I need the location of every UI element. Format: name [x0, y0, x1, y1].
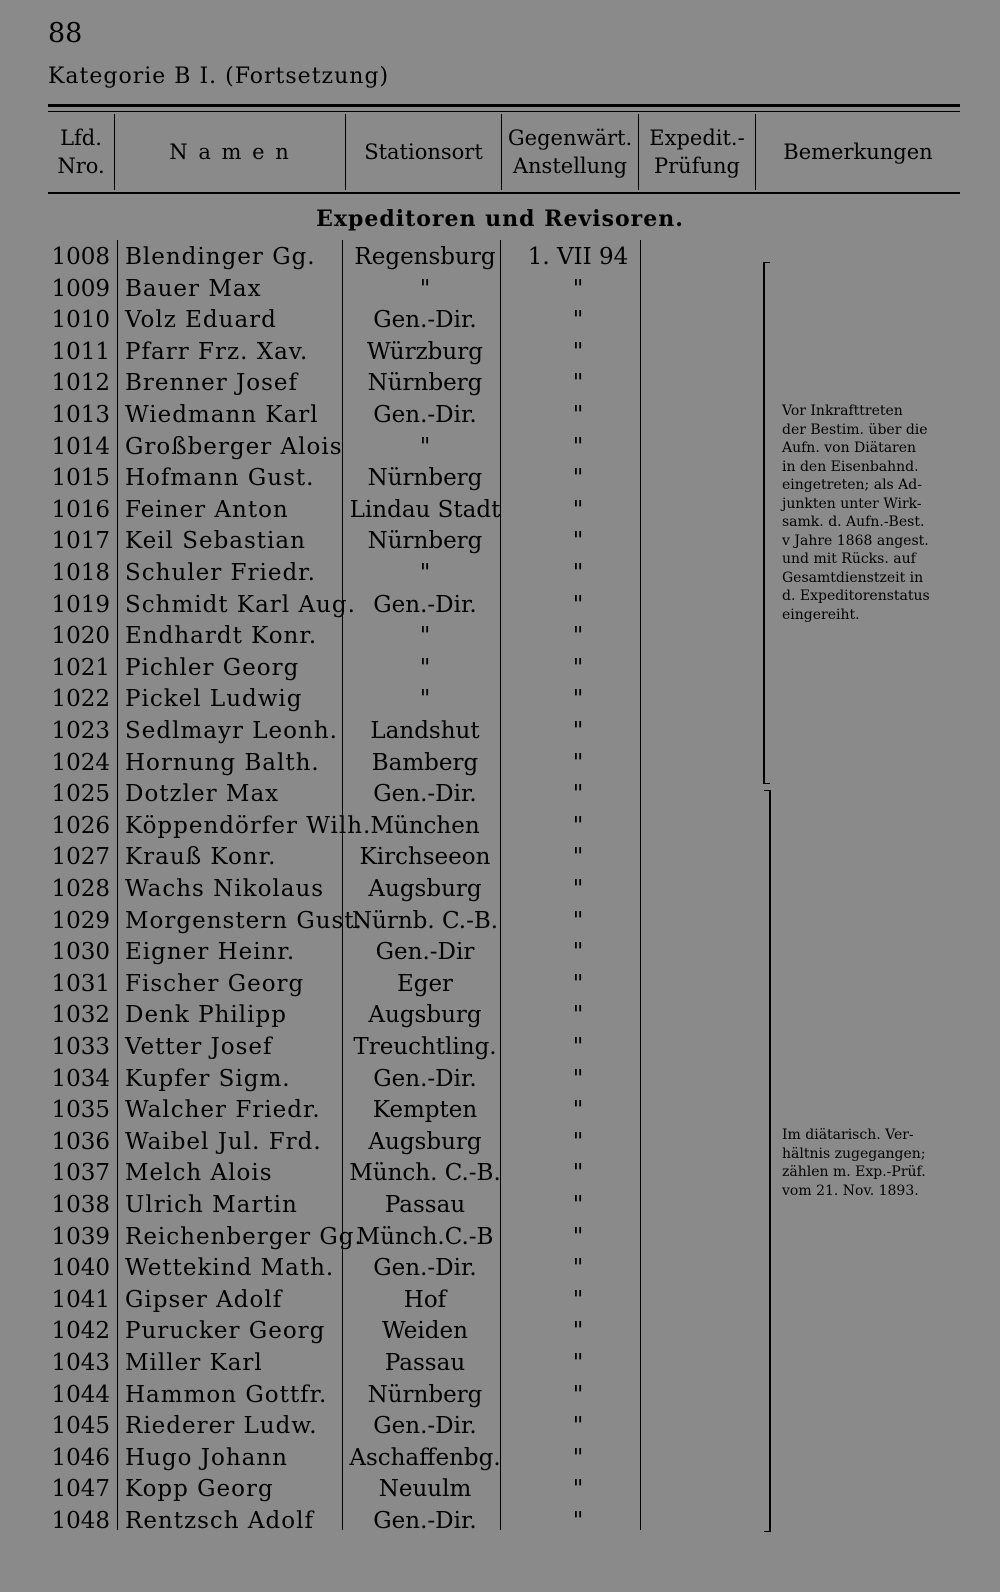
entry-number: 1030	[51, 939, 110, 966]
entry-appointment: "	[572, 654, 584, 681]
entry-station: Neuulm	[378, 1476, 472, 1503]
entry-station: Nürnb. C.-B.	[351, 907, 499, 934]
entry-station: Gen.-Dir.	[373, 591, 477, 618]
entry-number: 1015	[51, 465, 110, 492]
table-row	[0, 1506, 1000, 1537]
table-row	[0, 937, 1000, 968]
entry-name: Pichler Georg	[125, 654, 300, 681]
table-row	[0, 1380, 1000, 1411]
entry-name: Köppendörfer Wilh.	[125, 812, 372, 839]
entry-station: Landshut	[370, 718, 480, 744]
table-row	[0, 874, 1000, 905]
table-row	[0, 716, 1000, 747]
entry-appointment: "	[572, 1002, 584, 1029]
entry-name: Wettekind Math.	[125, 1255, 335, 1282]
entry-number: 1016	[51, 496, 110, 523]
entry-number: 1039	[51, 1223, 110, 1250]
entry-name: Brenner Josef	[125, 370, 299, 397]
table-row	[0, 305, 1000, 336]
table-row	[0, 1222, 1000, 1253]
entry-name: Hammon Gottfr.	[125, 1381, 328, 1408]
entry-name: Miller Karl	[125, 1350, 263, 1376]
remark-note-1: Vor Inkrafttreten der Bestim. über die Aufn. von Diätaren in den Eisenbahnd. eingetreten; als Ad- junkten unter Wirk- samk. d. Aufn.-Best. v Jahre 1868 angest. und mit Rücks. auf Gesamtdienstzeit in d. Expeditorenstatus eingereiht.	[782, 403, 930, 623]
page-number: 88	[48, 18, 83, 49]
entry-appointment: "	[572, 1318, 584, 1345]
entry-station: Würzburg	[367, 338, 483, 365]
entry-number: 1040	[51, 1255, 110, 1282]
entry-appointment: "	[572, 1097, 584, 1124]
entry-name: Rentzsch Adolf	[125, 1508, 314, 1534]
entry-number: 1036	[51, 1128, 110, 1155]
entry-station: Gen.-Dir.	[373, 781, 477, 808]
entry-station: Augsburg	[368, 1128, 482, 1155]
entry-number: 1011	[51, 338, 110, 365]
entry-number: 1018	[51, 560, 110, 586]
entry-station: München	[370, 812, 480, 839]
table-row	[0, 1253, 1000, 1284]
entry-station: "	[419, 275, 431, 302]
entry-number: 1024	[51, 749, 110, 776]
entry-name: Großberger Alois	[125, 433, 343, 460]
entry-station: Nürnberg	[367, 370, 483, 397]
remark-brace	[763, 262, 770, 784]
entry-name: Gipser Adolf	[125, 1286, 283, 1313]
entry-appointment: "	[572, 1508, 584, 1534]
entry-appointment: "	[572, 1160, 584, 1187]
table-row	[0, 811, 1000, 842]
table-row	[0, 1474, 1000, 1505]
entry-station: Treuchtling.	[353, 1034, 497, 1060]
entry-station: "	[419, 623, 431, 650]
entry-name: Vetter Josef	[125, 1034, 273, 1060]
entry-name: Bauer Max	[125, 275, 262, 302]
entry-name: Hofmann Gust.	[125, 465, 315, 492]
table-row	[0, 1443, 1000, 1474]
entry-name: Pfarr Frz. Xav.	[125, 338, 309, 365]
entry-name: Volz Eduard	[125, 307, 277, 334]
entry-appointment: "	[572, 939, 584, 966]
table-row	[0, 653, 1000, 684]
entry-number: 1028	[51, 876, 110, 902]
entry-appointment: 1. VII 94	[527, 244, 629, 270]
header-anstellung: Gegenwärt. Anstellung	[507, 126, 633, 178]
entry-number: 1041	[51, 1286, 110, 1313]
entry-number: 1026	[51, 812, 110, 839]
entry-appointment: "	[572, 591, 584, 618]
entry-appointment: "	[572, 402, 584, 428]
entry-name: Denk Philipp	[125, 1002, 287, 1029]
table-row	[0, 1032, 1000, 1063]
remark-brace	[764, 790, 771, 1532]
table-row	[0, 969, 1000, 1000]
entry-name: Dotzler Max	[125, 781, 280, 808]
entry-name: Blendinger Gg.	[125, 244, 316, 270]
entry-appointment: "	[572, 1034, 584, 1060]
header-bottom-rule	[48, 192, 960, 194]
entry-appointment: "	[572, 370, 584, 397]
entry-number: 1017	[51, 528, 110, 555]
entry-name: Riederer Ludw.	[125, 1413, 318, 1440]
entry-number: 1044	[51, 1381, 110, 1408]
table-row	[0, 748, 1000, 779]
entry-appointment: "	[572, 844, 584, 871]
entry-station: Kempten	[372, 1097, 478, 1124]
entry-number: 1020	[51, 623, 110, 650]
header-top-rule-thin	[48, 111, 960, 112]
entry-station: Eger	[396, 970, 454, 997]
entry-station: Gen.-Dir	[375, 939, 475, 966]
table-row	[0, 337, 1000, 368]
entry-number: 1010	[51, 307, 110, 334]
entry-name: Wachs Nikolaus	[125, 876, 325, 902]
entry-number: 1034	[51, 1065, 110, 1092]
entry-number: 1022	[51, 686, 110, 713]
entry-number: 1035	[51, 1097, 110, 1124]
entry-number: 1009	[51, 275, 110, 302]
table-row	[0, 1316, 1000, 1347]
entry-station: Gen.-Dir.	[373, 1413, 477, 1440]
entry-appointment: "	[572, 1065, 584, 1092]
entry-number: 1048	[51, 1508, 110, 1534]
entry-name: Melch Alois	[125, 1160, 273, 1187]
header-bemerkungen: Bemerkungen	[783, 140, 933, 164]
entry-number: 1042	[51, 1318, 110, 1345]
entry-station: Nürnberg	[367, 465, 483, 492]
entry-station: Augsburg	[368, 1002, 482, 1029]
entry-appointment: "	[572, 781, 584, 808]
entry-number: 1037	[51, 1160, 110, 1187]
entry-station: "	[419, 560, 431, 586]
entry-name: Fischer Georg	[125, 970, 305, 997]
entry-station: Augsburg	[368, 876, 482, 902]
table-row	[0, 906, 1000, 937]
entry-appointment: "	[572, 876, 584, 902]
entry-station: Hof	[403, 1286, 447, 1313]
entry-station: "	[419, 654, 431, 681]
entry-station: Aschaffenbg.	[349, 1444, 501, 1471]
entry-appointment: "	[572, 1476, 584, 1503]
table-row	[0, 842, 1000, 873]
entry-appointment: "	[572, 528, 584, 555]
header-nr: Lfd. Nro.	[57, 126, 105, 178]
table-row	[0, 621, 1000, 652]
entry-appointment: "	[572, 1350, 584, 1376]
entry-name: Pickel Ludwig	[125, 686, 303, 713]
entry-appointment: "	[572, 1128, 584, 1155]
entry-station: Lindau Stadt	[349, 496, 501, 523]
entry-number: 1013	[51, 402, 110, 428]
entry-name: Morgenstern Gust.	[125, 907, 363, 934]
entry-appointment: "	[572, 623, 584, 650]
entry-name: Kopp Georg	[125, 1476, 274, 1503]
table-row	[0, 1285, 1000, 1316]
entry-number: 1012	[51, 370, 110, 397]
entry-appointment: "	[572, 275, 584, 302]
table-row	[0, 1411, 1000, 1442]
table-row	[0, 1095, 1000, 1126]
entry-name: Sedlmayr Leonh.	[125, 718, 338, 744]
entry-number: 1031	[51, 970, 110, 997]
entry-station: Regensburg	[354, 244, 496, 270]
table-row	[0, 684, 1000, 715]
entry-name: Hornung Balth.	[125, 749, 320, 776]
entry-number: 1021	[51, 654, 110, 681]
entry-station: "	[419, 686, 431, 713]
entry-appointment: "	[572, 496, 584, 523]
entry-name: Feiner Anton	[125, 496, 289, 523]
entry-appointment: "	[572, 812, 584, 839]
entry-station: Passau	[384, 1350, 466, 1376]
entry-appointment: "	[572, 1413, 584, 1440]
entry-number: 1019	[51, 591, 110, 618]
entry-name: Kupfer Sigm.	[125, 1065, 291, 1092]
entry-number: 1047	[51, 1476, 110, 1503]
entry-station: Kirchseeon	[359, 844, 491, 871]
entry-name: Reichenberger Gg.	[125, 1223, 363, 1250]
table-row	[0, 1000, 1000, 1031]
entry-appointment: "	[572, 465, 584, 492]
category-heading: Kategorie B I. (Fortsetzung)	[48, 64, 390, 89]
entry-appointment: "	[572, 307, 584, 334]
entry-number: 1045	[51, 1413, 110, 1440]
entry-name: Keil Sebastian	[125, 528, 306, 555]
entry-number: 1025	[51, 781, 110, 808]
entry-number: 1046	[51, 1444, 110, 1471]
entry-appointment: "	[572, 338, 584, 365]
entry-appointment: "	[572, 560, 584, 586]
entry-appointment: "	[572, 1223, 584, 1250]
entry-name: Endhardt Konr.	[125, 623, 318, 650]
entry-appointment: "	[572, 907, 584, 934]
entry-station: Münch.C.-B	[356, 1223, 494, 1250]
entry-number: 1033	[51, 1034, 110, 1060]
entry-number: 1043	[51, 1350, 110, 1376]
entry-number: 1029	[51, 907, 110, 934]
entry-appointment: "	[572, 970, 584, 997]
entry-station: Bamberg	[371, 749, 479, 776]
entry-number: 1038	[51, 1192, 110, 1218]
entry-station: Nürnberg	[367, 1381, 483, 1408]
entry-number: 1008	[51, 244, 110, 270]
entry-appointment: "	[572, 433, 584, 460]
header-top-rule	[48, 104, 960, 107]
entry-station: Gen.-Dir.	[373, 307, 477, 334]
table-row	[0, 242, 1000, 273]
entry-name: Hugo Johann	[125, 1444, 288, 1471]
entry-station: "	[419, 433, 431, 460]
remark-note-2: Im diätarisch. Ver- hältnis zugegangen; zählen m. Exp.-Prüf. vom 21. Nov. 1893.	[782, 1127, 926, 1199]
entry-name: Waibel Jul. Frd.	[125, 1128, 322, 1155]
entry-name: Walcher Friedr.	[125, 1097, 321, 1124]
header-ort: Stationsort	[364, 140, 483, 164]
table-row	[0, 1064, 1000, 1095]
entry-name: Wiedmann Karl	[125, 402, 319, 428]
entry-appointment: "	[572, 1381, 584, 1408]
table-row	[0, 1348, 1000, 1379]
entry-name: Krauß Konr.	[125, 844, 277, 871]
entry-name: Purucker Georg	[125, 1318, 326, 1345]
entry-appointment: "	[572, 749, 584, 776]
entry-station: Gen.-Dir.	[373, 1255, 477, 1282]
entry-station: Gen.-Dir.	[373, 402, 477, 428]
entry-number: 1023	[51, 718, 110, 744]
table-row	[0, 274, 1000, 305]
entry-appointment: "	[572, 1255, 584, 1282]
entry-station: Passau	[384, 1192, 466, 1218]
header-pruefung: Expedit.- Prüfung	[649, 126, 745, 178]
entry-appointment: "	[572, 1286, 584, 1313]
entry-appointment: "	[572, 686, 584, 713]
entry-number: 1014	[51, 433, 110, 460]
entry-appointment: "	[572, 1444, 584, 1471]
entry-name: Eigner Heinr.	[125, 939, 296, 966]
entry-number: 1032	[51, 1002, 110, 1029]
entry-name: Ulrich Martin	[125, 1192, 298, 1218]
entry-station: Weiden	[382, 1318, 468, 1345]
header-name: N a m e n	[169, 140, 291, 164]
table-row	[0, 779, 1000, 810]
entry-station: Gen.-Dir.	[373, 1065, 477, 1092]
entry-number: 1027	[51, 844, 110, 871]
section-title: Expeditoren und Revisoren.	[316, 206, 684, 232]
entry-name: Schmidt Karl Aug.	[125, 591, 356, 618]
entry-station: Gen.-Dir.	[373, 1508, 477, 1534]
entry-station: Münch. C.-B.	[349, 1160, 501, 1187]
entry-appointment: "	[572, 1192, 584, 1218]
table-row	[0, 368, 1000, 399]
entry-station: Nürnberg	[367, 528, 483, 555]
entry-appointment: "	[572, 718, 584, 744]
entry-name: Schuler Friedr.	[125, 560, 316, 586]
